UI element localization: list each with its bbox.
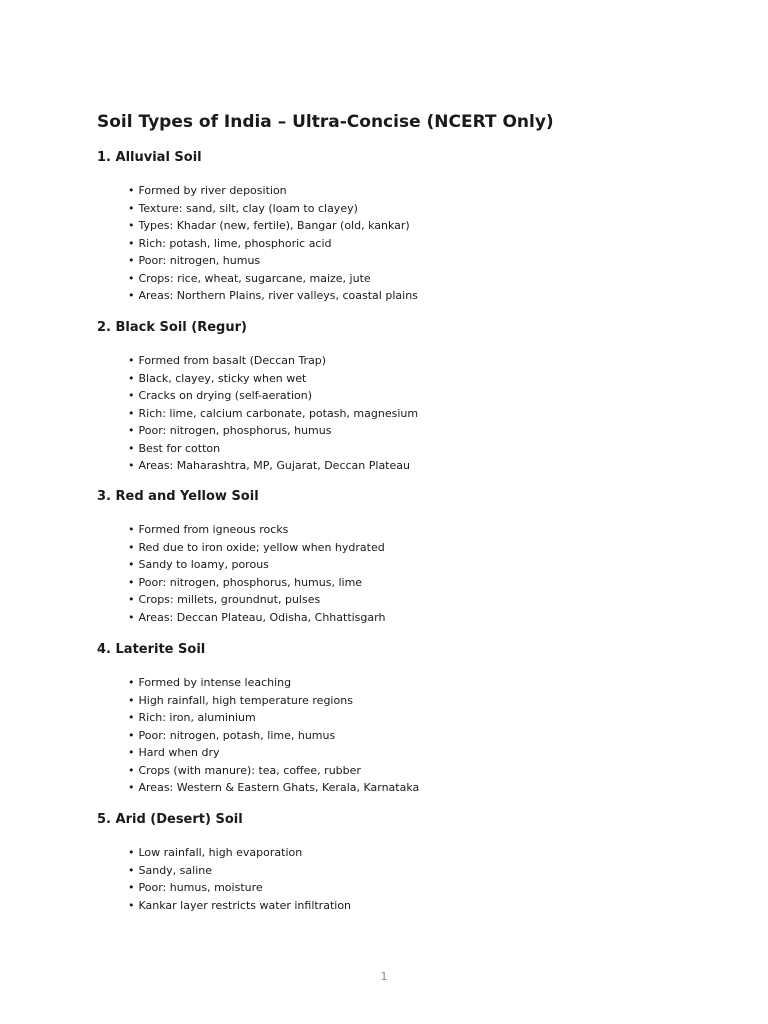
list-item-text: Low rainfall, high evaporation bbox=[138, 846, 303, 859]
section-heading: 1. Alluvial Soil bbox=[97, 150, 202, 165]
list-item bbox=[128, 440, 697, 458]
bullet-mark: • bbox=[128, 881, 135, 894]
section-laterite-soil bbox=[97, 641, 697, 797]
list-item bbox=[128, 709, 697, 727]
list-item bbox=[128, 692, 697, 710]
list-item-text: Kankar layer restricts water infiltration bbox=[138, 898, 352, 912]
list-item bbox=[128, 287, 697, 305]
bullet-mark: • bbox=[128, 898, 135, 912]
list-item-text: Rich: iron, aluminium bbox=[138, 711, 256, 724]
list-item-text: Rich: potash, lime, phosphoric acid bbox=[138, 236, 332, 250]
page-number: 1 bbox=[380, 970, 388, 983]
bullet-mark: • bbox=[128, 236, 135, 250]
bullet-list bbox=[97, 521, 697, 626]
list-item bbox=[128, 457, 697, 475]
list-item bbox=[128, 862, 697, 880]
list-item bbox=[128, 270, 697, 288]
list-item-text: Best for cotton bbox=[138, 441, 221, 455]
list-item-text: Poor: nitrogen, phosphorus, humus bbox=[138, 424, 332, 437]
list-item bbox=[128, 609, 697, 627]
bullet-mark: • bbox=[128, 676, 135, 689]
section-heading: 3. Red and Yellow Soil bbox=[97, 489, 259, 504]
bullet-mark: • bbox=[128, 593, 135, 606]
list-item bbox=[128, 897, 697, 915]
document-title: Soil Types of India – Ultra-Concise (NCERT Only) bbox=[97, 112, 554, 132]
list-item-text: Black, clayey, sticky when wet bbox=[138, 371, 307, 385]
list-item-text: Poor: nitrogen, humus bbox=[138, 254, 261, 267]
list-item-text: Areas: Deccan Plateau, Odisha, Chhattisgarh bbox=[138, 610, 386, 624]
list-item-text: Texture: sand, silt, clay (loam to clayey) bbox=[138, 201, 358, 215]
bullet-mark: • bbox=[128, 289, 135, 302]
bullet-mark: • bbox=[128, 459, 135, 472]
section-alluvial-soil bbox=[97, 149, 697, 305]
list-item bbox=[128, 879, 697, 897]
list-item-text: Poor: humus, moisture bbox=[138, 881, 263, 894]
bullet-list bbox=[97, 844, 697, 914]
bullet-mark: • bbox=[128, 184, 135, 197]
bullet-list bbox=[97, 674, 697, 797]
list-item bbox=[128, 556, 697, 574]
list-item bbox=[128, 405, 697, 423]
list-item bbox=[128, 387, 697, 405]
list-item bbox=[128, 422, 697, 440]
list-item-text: Poor: nitrogen, phosphorus, humus, lime bbox=[138, 575, 363, 589]
list-item-text: Sandy, saline bbox=[138, 863, 213, 877]
list-item bbox=[128, 844, 697, 862]
bullet-mark: • bbox=[128, 610, 135, 624]
bullet-list bbox=[97, 352, 697, 475]
list-item bbox=[128, 521, 697, 539]
bullet-mark: • bbox=[128, 441, 135, 455]
list-item bbox=[128, 744, 697, 762]
list-item-text: Rich: lime, calcium carbonate, potash, magnesium bbox=[138, 406, 419, 420]
list-item-text: Types: Khadar (new, fertile), Bangar (old, kankar) bbox=[138, 219, 410, 232]
list-item-text: High rainfall, high temperature regions bbox=[138, 693, 353, 707]
list-item bbox=[128, 252, 697, 270]
bullet-mark: • bbox=[128, 693, 135, 707]
bullet-mark: • bbox=[128, 540, 135, 554]
list-item bbox=[128, 674, 697, 692]
bullet-mark: • bbox=[128, 424, 135, 437]
bullet-mark: • bbox=[128, 558, 135, 571]
list-item-text: Cracks on drying (self-aeration) bbox=[138, 389, 313, 402]
bullet-mark: • bbox=[128, 728, 135, 742]
list-item-text: Crops: rice, wheat, sugarcane, maize, jute bbox=[138, 271, 371, 285]
section-arid-desert-soil bbox=[97, 811, 697, 914]
bullet-mark: • bbox=[128, 575, 135, 589]
list-item-text: Sandy to loamy, porous bbox=[138, 558, 269, 571]
section-heading: 2. Black Soil (Regur) bbox=[97, 320, 247, 335]
section-heading: 5. Arid (Desert) Soil bbox=[97, 812, 243, 827]
bullet-mark: • bbox=[128, 863, 135, 877]
list-item-text: Crops: millets, groundnut, pulses bbox=[138, 593, 321, 606]
list-item bbox=[128, 217, 697, 235]
bullet-mark: • bbox=[128, 846, 135, 859]
bullet-mark: • bbox=[128, 711, 135, 724]
bullet-list bbox=[97, 182, 697, 305]
list-item bbox=[128, 762, 697, 780]
list-item-text: Formed by intense leaching bbox=[138, 676, 292, 689]
section-heading: 4. Laterite Soil bbox=[97, 642, 206, 657]
list-item-text: Hard when dry bbox=[138, 746, 220, 759]
list-item-text: Crops (with manure): tea, coffee, rubber bbox=[138, 763, 361, 777]
list-item bbox=[128, 727, 697, 745]
bullet-mark: • bbox=[128, 763, 135, 777]
bullet-mark: • bbox=[128, 389, 135, 402]
bullet-mark: • bbox=[128, 406, 135, 420]
bullet-mark: • bbox=[128, 781, 135, 794]
list-item-text: Formed by river deposition bbox=[138, 184, 287, 197]
bullet-mark: • bbox=[128, 219, 135, 232]
bullet-mark: • bbox=[128, 523, 135, 536]
bullet-mark: • bbox=[128, 254, 135, 267]
list-item bbox=[128, 591, 697, 609]
list-item-text: Formed from basalt (Deccan Trap) bbox=[138, 354, 327, 367]
list-item-text: Areas: Northern Plains, river valleys, coastal plains bbox=[138, 289, 418, 302]
section-red-and-yellow-soil bbox=[97, 488, 697, 626]
bullet-mark: • bbox=[128, 371, 135, 385]
bullet-mark: • bbox=[128, 354, 135, 367]
section-black-soil bbox=[97, 319, 697, 475]
list-item bbox=[128, 539, 697, 557]
list-item bbox=[128, 574, 697, 592]
list-item bbox=[128, 235, 697, 253]
list-item-text: Poor: nitrogen, potash, lime, humus bbox=[138, 728, 336, 742]
list-item bbox=[128, 370, 697, 388]
list-item-text: Areas: Western & Eastern Ghats, Kerala, Karnataka bbox=[138, 781, 420, 794]
list-item bbox=[128, 200, 697, 218]
list-item bbox=[128, 182, 697, 200]
list-item bbox=[128, 779, 697, 797]
list-item-text: Red due to iron oxide; yellow when hydrated bbox=[138, 540, 385, 554]
bullet-mark: • bbox=[128, 271, 135, 285]
bullet-mark: • bbox=[128, 746, 135, 759]
list-item-text: Formed from igneous rocks bbox=[138, 523, 289, 536]
list-item bbox=[128, 352, 697, 370]
bullet-mark: • bbox=[128, 201, 135, 215]
list-item-text: Areas: Maharashtra, MP, Gujarat, Deccan Plateau bbox=[138, 459, 410, 472]
